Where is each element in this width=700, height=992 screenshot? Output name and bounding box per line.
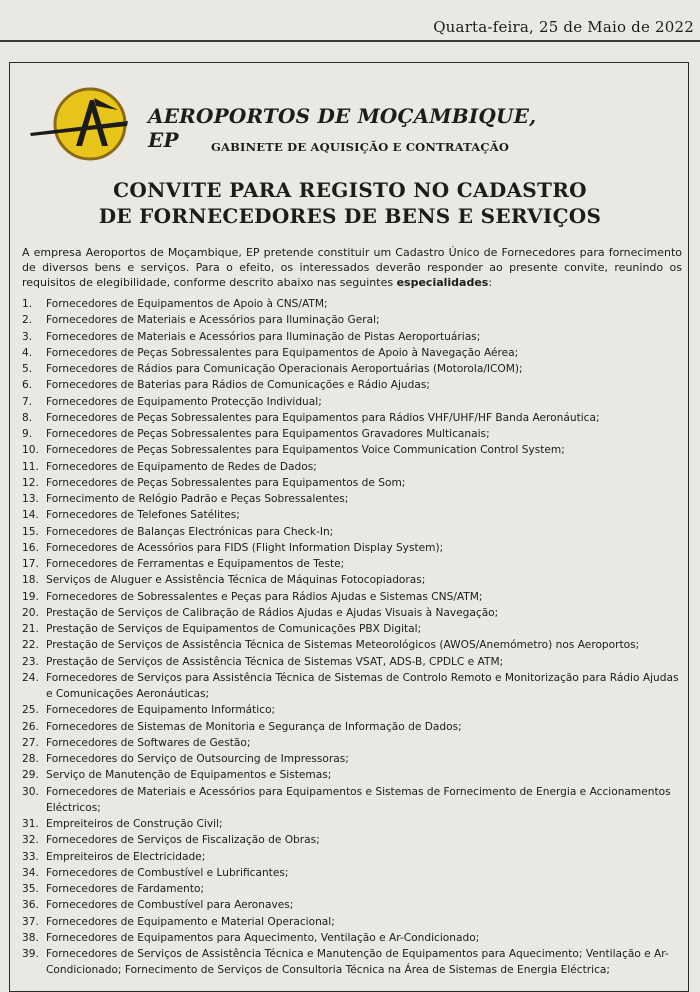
specialty-text: Fornecedores de Equipamentos para Aquecimento, Ventilação e Ar-Condicionado; — [46, 931, 480, 944]
specialty-text: Fornecedores de Sobressalentes e Peças para Rádios Ajudas e Sistemas CNS/ATM; — [46, 590, 483, 603]
specialty-text: Fornecedores de Serviços de Assistência Técnica e Manutenção de Equipamentos para Aquecimento; Ventilação e Ar-Condicionado; Fornecimento de Serviços de Consultoria Técnica na Área de Sistemas de Energia Eléctrica; — [46, 948, 669, 977]
specialty-number: 36. — [22, 899, 39, 912]
intro-emphasis: especialidades — [396, 276, 489, 289]
specialty-text: Fornecedores de Equipamento Protecção Individual; — [46, 395, 322, 408]
specialty-number: 13. — [22, 493, 39, 505]
specialty-number: 12. — [22, 476, 39, 489]
specialty-text: Fornecedores de Ferramentas e Equipamentos de Teste; — [46, 558, 345, 570]
specialty-text: Fornecedores de Acessórios para FIDS (Flight Information Display System); — [46, 541, 444, 554]
specialty-item — [22, 410, 682, 426]
specialty-number: 20. — [22, 606, 39, 619]
specialty-item — [22, 329, 682, 345]
specialty-text: Fornecedores de Materiais e Acessórios para Iluminação de Pistas Aeroportuárias; — [46, 330, 481, 343]
specialty-number: 2. — [22, 314, 33, 327]
specialty-number: 28. — [22, 753, 39, 765]
specialty-item — [22, 751, 682, 767]
specialty-text: Fornecedores de Baterias para Rádios de Comunicações e Rádio Ajudas; — [46, 379, 430, 392]
specialty-text: Prestação de Serviços de Assistência Técnica de Sistemas VSAT, ADS-B, CPDLC e ATM; — [46, 655, 504, 668]
intro-end: : — [488, 276, 493, 289]
newspaper-date: Quarta-feira, 25 de Maio de 2022 — [433, 18, 694, 36]
specialty-item — [22, 507, 682, 523]
specialty-text: Fornecedores de Balanças Electrónicas para Check-In; — [46, 525, 334, 538]
specialty-number: 1. — [22, 298, 33, 310]
specialty-text: Empreiteiros de Electricidade; — [46, 850, 206, 863]
specialty-item — [22, 914, 682, 930]
specialty-number: 39. — [22, 948, 39, 960]
specialty-item — [22, 394, 682, 410]
specialty-item — [22, 735, 682, 751]
specialty-text: Fornecedores de Equipamento e Material Operacional; — [46, 915, 335, 928]
specialty-number: 15. — [22, 525, 39, 538]
specialty-number: 31. — [22, 818, 39, 830]
specialty-item — [22, 459, 682, 475]
specialty-number: 27. — [22, 736, 39, 749]
specialty-item — [22, 605, 682, 621]
specialty-item — [22, 637, 682, 653]
specialty-item — [22, 897, 682, 913]
specialty-text: Fornecedores de Serviços para Assistência Técnica de Sistemas de Controlo Remoto e Monitorização para Rádio Ajudas e Comunicações Aeronáuticas; — [46, 671, 679, 700]
specialty-item — [22, 345, 682, 361]
specialty-item — [22, 296, 682, 312]
airport-logo-icon — [28, 86, 133, 166]
specialty-text: Serviço de Manutenção de Equipamentos e Sistemas; — [46, 769, 332, 782]
specialty-text: Fornecedores de Serviços de Fiscalização de Obras; — [46, 834, 320, 847]
specialties-list — [22, 296, 682, 979]
specialty-item — [22, 556, 682, 572]
specialty-text: Fornecedores de Rádios para Comunicação Operacionais Aeroportuárias (Motorola/ICOM); — [46, 363, 523, 375]
specialty-item — [22, 377, 682, 393]
specialty-number: 18. — [22, 574, 39, 587]
specialty-number: 21. — [22, 623, 39, 635]
intro-paragraph — [22, 245, 682, 290]
specialty-number: 22. — [22, 639, 39, 652]
specialty-text: Fornecedores de Equipamento Informático; — [46, 704, 276, 717]
specialty-item — [22, 654, 682, 670]
newspaper-header-strip — [0, 0, 700, 42]
specialty-number: 7. — [22, 395, 33, 408]
specialty-text: Prestação de Serviços de Equipamentos de Comunicações PBX Digital; — [46, 623, 422, 635]
specialty-number: 32. — [22, 834, 39, 847]
specialty-text: Fornecedores de Combustível e Lubrificantes; — [46, 866, 289, 879]
specialty-number: 30. — [22, 785, 39, 798]
specialty-item — [22, 849, 682, 865]
specialty-number: 17. — [22, 558, 39, 570]
announcement-title-line-2: DE FORNECEDORES DE BENS E SERVIÇOS — [98, 204, 602, 228]
specialty-item — [22, 621, 682, 637]
specialty-item — [22, 767, 682, 783]
specialty-number: 34. — [22, 866, 39, 879]
specialty-item — [22, 426, 682, 442]
specialty-item — [22, 719, 682, 735]
specialty-text: Fornecedores de Fardamento; — [46, 883, 205, 895]
specialty-number: 9. — [22, 428, 33, 440]
specialty-number: 35. — [22, 883, 39, 895]
specialty-item — [22, 589, 682, 605]
specialty-text: Fornecedores de Peças Sobressalentes para Equipamentos Voice Communication Control System; — [46, 444, 565, 457]
specialty-item — [22, 881, 682, 897]
specialty-text: Fornecedores de Peças Sobressalentes para Equipamentos de Som; — [46, 476, 406, 489]
specialty-item — [22, 442, 682, 458]
specialty-text: Serviços de Aluguer e Assistência Técnica de Máquinas Fotocopiadoras; — [46, 574, 426, 587]
specialty-text: Fornecimento de Relógio Padrão e Peças Sobressalentes; — [46, 493, 349, 505]
specialty-item — [22, 865, 682, 881]
specialty-item — [22, 930, 682, 946]
specialty-number: 23. — [22, 655, 39, 668]
specialty-number: 10. — [22, 444, 39, 457]
specialty-text: Empreiteiros de Construção Civil; — [46, 818, 223, 830]
specialty-text: Fornecedores do Serviço de Outsourcing de Impressoras; — [46, 753, 349, 765]
specialty-item — [22, 670, 682, 703]
specialty-number: 37. — [22, 915, 39, 928]
specialty-number: 8. — [22, 411, 33, 424]
specialty-text: Fornecedores de Equipamento de Redes de Dados; — [46, 460, 317, 473]
specialty-text: Fornecedores de Softwares de Gestão; — [46, 736, 251, 749]
specialty-item — [22, 524, 682, 540]
specialty-text: Fornecedores de Sistemas de Monitoria e Segurança de Informação de Dados; — [46, 720, 462, 733]
specialty-number: 16. — [22, 541, 39, 554]
specialty-number: 11. — [22, 460, 39, 473]
specialty-item — [22, 572, 682, 588]
specialty-item — [22, 475, 682, 491]
specialty-text: Fornecedores de Peças Sobressalentes para Equipamentos de Apoio à Navegação Aérea; — [46, 346, 519, 359]
specialty-text: Fornecedores de Peças Sobressalentes para Equipamentos Gravadores Multicanais; — [46, 428, 490, 440]
specialty-text: Fornecedores de Equipamentos de Apoio à CNS/ATM; — [46, 298, 328, 310]
specialty-item — [22, 702, 682, 718]
specialty-item — [22, 540, 682, 556]
specialty-item — [22, 491, 682, 507]
company-name: AEROPORTOS DE MOÇAMBIQUE, EP — [148, 104, 537, 152]
specialty-text: Prestação de Serviços de Calibração de Rádios Ajudas e Ajudas Visuais à Navegação; — [46, 606, 499, 619]
specialty-item — [22, 784, 682, 817]
specialty-number: 24. — [22, 671, 39, 684]
specialty-text: Fornecedores de Peças Sobressalentes para Equipamentos para Rádios VHF/UHF/HF Banda Aeronáutica; — [46, 411, 600, 424]
specialty-item — [22, 361, 682, 377]
specialty-item — [22, 832, 682, 848]
specialty-number: 33. — [22, 850, 39, 863]
specialty-item — [22, 816, 682, 832]
specialty-text: Fornecedores de Combustível para Aeronaves; — [46, 899, 294, 912]
specialty-item — [22, 312, 682, 328]
specialty-number: 26. — [22, 720, 39, 733]
department-name: GABINETE DE AQUISIÇÃO E CONTRATAÇÃO — [210, 140, 510, 154]
specialty-number: 5. — [22, 363, 33, 375]
specialty-number: 14. — [22, 509, 39, 522]
specialty-number: 38. — [22, 931, 39, 944]
specialty-text: Fornecedores de Materiais e Acessórios para Equipamentos e Sistemas de Fornecimento de Energia e Accionamentos Eléctricos; — [46, 785, 671, 814]
specialty-number: 4. — [22, 346, 33, 359]
specialty-number: 25. — [22, 704, 39, 717]
specialty-item — [22, 946, 682, 979]
specialty-number: 19. — [22, 590, 39, 603]
specialty-text: Prestação de Serviços de Assistência Técnica de Sistemas Meteorológicos (AWOS/Anemómetro) nos Aeroportos; — [46, 639, 640, 652]
specialty-number: 6. — [22, 379, 33, 392]
announcement-title-line-1: CONVITE PARA REGISTO NO CADASTRO — [113, 178, 587, 202]
intro-text: A empresa Aeroportos de Moçambique, EP pretende constituir um Cadastro Único de Fornecedores para fornecimento de diversos bens e serviços. Para o efeito, os interessados deverão responder ao presente convite, reunindo os requisitos de elegibilidade, conforme descrito abaixo nas seguintes — [22, 246, 682, 289]
specialty-text: Fornecedores de Materiais e Acessórios para Iluminação Geral; — [46, 314, 380, 327]
specialty-number: 3. — [22, 330, 33, 343]
specialty-text: Fornecedores de Telefones Satélites; — [46, 509, 240, 522]
specialty-number: 29. — [22, 769, 39, 782]
